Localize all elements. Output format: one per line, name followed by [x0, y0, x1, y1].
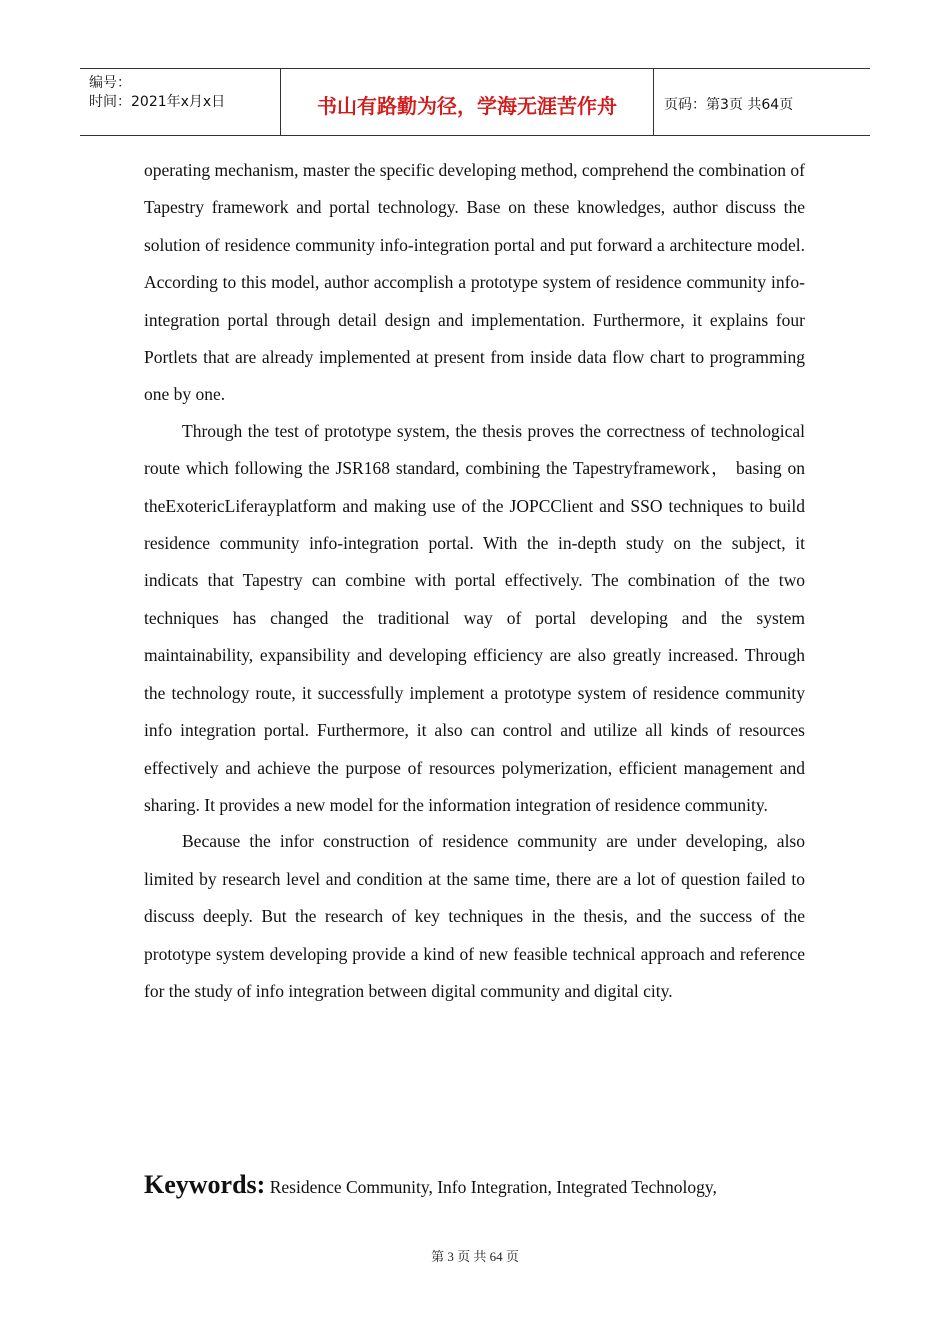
header-table: [80, 68, 870, 136]
keywords-text: Residence Community, Info Integration, Integrated Technology,: [265, 1177, 717, 1197]
paragraph-2: Through the test of prototype system, the thesis proves the correctness of technological route which following the JSR168 standard, combining the Tapestryframework， basing on theExotericLiferayplatform and making use of the JOPCClient and SSO techniques to build residence community info-integration portal. With the in-depth study on the subject, it indicats that Tapestry can combine with portal effectively. The combination of the two techniques has changed the traditional way of portal developing and the system maintainability, expansibility and developing efficiency are also greatly increased. Through the technology route, it successfully implement a prototype system of residence community info integration portal. Furthermore, it also can control and utilize all kinds of resources effectively and achieve the purpose of resources polymerization, efficient management and sharing. It provides a new model for the information integration of residence community.: [144, 420, 805, 815]
header-motto: 书山有路勤为径，学海无涯苦作舟: [317, 94, 617, 118]
paragraph-3: Because the infor construction of residence community are under developing, also limited by research level and condition at the same time, there are a lot of question failed to discuss deeply. But the research of key techniques in the thesis, and the success of the prototype system developing provide a kind of new feasible technical approach and reference for the study of info integration between digital community and digital city.: [144, 831, 805, 1001]
keywords-label: Keywords:: [144, 1170, 266, 1199]
abstract-body: [144, 152, 805, 1010]
doc-number-label: 编号：: [89, 75, 131, 91]
paragraph-1: operating mechanism, master the specific developing method, comprehend the combination of Tapestry framework and portal technology. Base on these knowledges, author discuss the solution of residence community info-integration portal and put forward a architecture model. According to this model, author accomplish a prototype system of residence community info-integration portal through detail design and implementation. Furthermore, it explains four Portlets that are already implemented at present from inside data flow chart to programming one by one.: [144, 160, 805, 405]
keywords-line: [144, 1170, 844, 1200]
header-motto-cell: [281, 69, 654, 135]
header-meta-cell: [80, 69, 281, 135]
date-label: 时间：2021年x月x日: [89, 94, 226, 110]
page-footer: 第 3 页 共 64 页: [431, 1249, 519, 1264]
header-page-cell: [654, 69, 870, 135]
header-page-info: 页码：第3页 共64页: [664, 97, 794, 113]
